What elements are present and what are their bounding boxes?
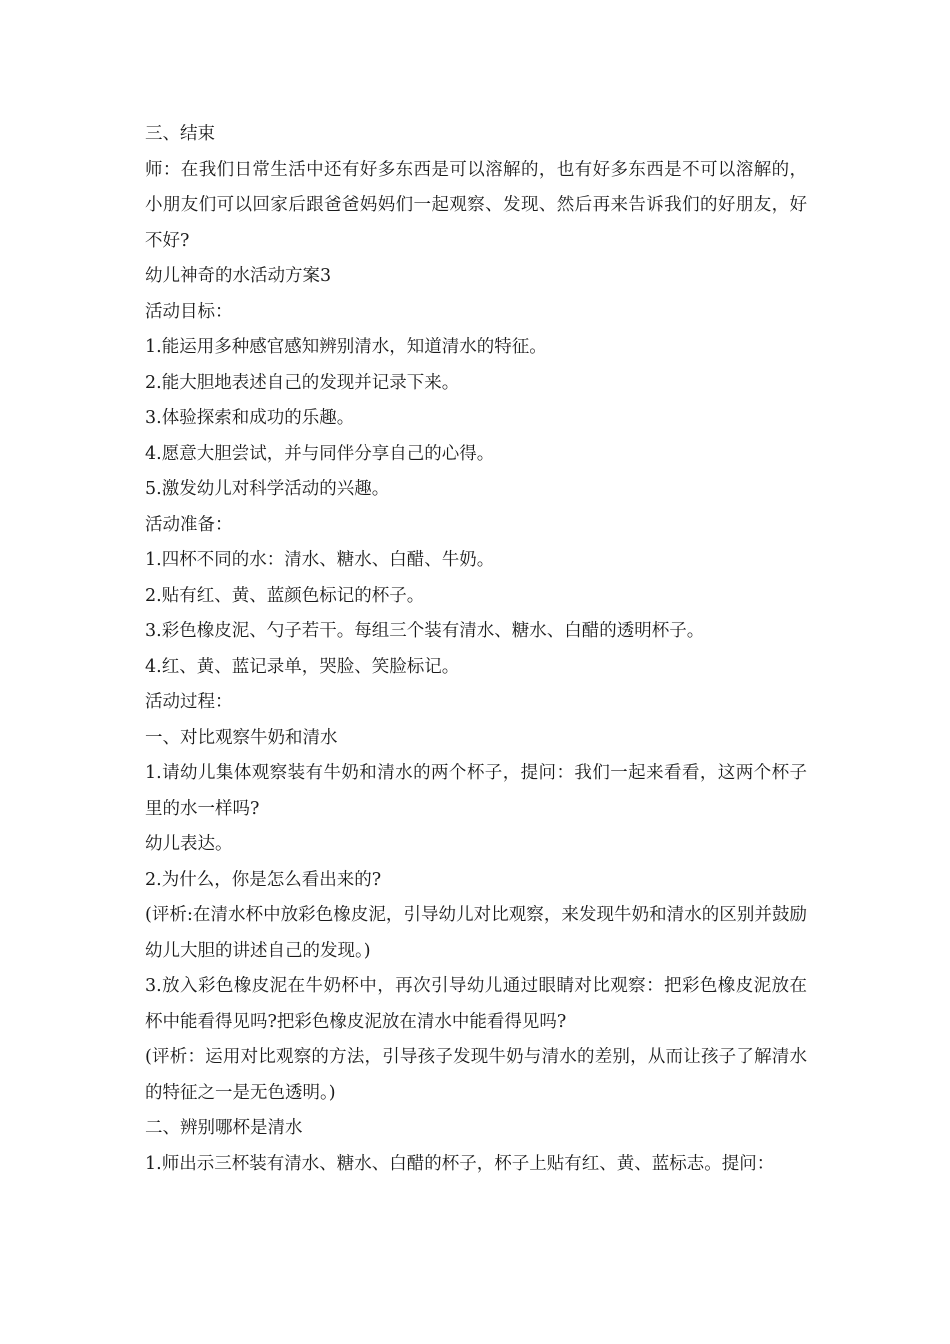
goal-item-2: 2.能大胆地表述自己的发现并记录下来。	[145, 372, 460, 393]
preparation-item-4: 4.红、黄、蓝记录单，哭脸、笑脸标记。	[145, 656, 460, 677]
process-step-1-item-1: 1.请幼儿集体观察装有牛奶和清水的两个杯子，提问：我们一起来看看，这两个杯子里的水一样吗?	[145, 763, 807, 819]
goal-item-4: 4.愿意大胆尝试，并与同伴分享自己的心得。	[145, 443, 495, 464]
process-step-1-item-2: 2.为什么，你是怎么看出来的?	[145, 869, 382, 890]
section-heading-end: 三、结束	[145, 124, 215, 144]
process-step-1-item-3: 3.放入彩色橡皮泥在牛奶杯中，再次引导幼儿通过眼睛对比观察：把彩色橡皮泥放在杯中能看得见吗?把彩色橡皮泥放在清水中能看得见吗?	[145, 976, 807, 1032]
process-step-2-item-1: 1.师出示三杯装有清水、糖水、白醋的杯子，杯子上贴有红、黄、蓝标志。提问：	[145, 1153, 775, 1174]
preparation-item-3: 3.彩色橡皮泥、勺子若干。每组三个装有清水、糖水、白醋的透明杯子。	[145, 621, 705, 641]
document-body	[145, 117, 807, 1182]
preparation-item-2: 2.贴有红、黄、蓝颜色标记的杯子。	[145, 585, 425, 606]
goal-item-5: 5.激发幼儿对科学活动的兴趣。	[145, 479, 390, 499]
process-step-1-heading: 一、对比观察牛奶和清水	[145, 727, 338, 748]
process-step-1-comment-2: (评析：运用对比观察的方法，引导孩子发现牛奶与清水的差别，从而让孩子了解清水的特征之一是无色透明。)	[145, 1047, 807, 1103]
process-step-2-heading: 二、辨别哪杯是清水	[145, 1118, 303, 1138]
goal-item-3: 3.体验探索和成功的乐趣。	[145, 408, 355, 428]
goals-heading: 活动目标：	[145, 301, 233, 322]
process-heading: 活动过程：	[145, 692, 233, 712]
plan-title: 幼儿神奇的水活动方案3	[145, 266, 332, 286]
preparation-heading: 活动准备：	[145, 514, 233, 535]
preparation-item-1: 1.四杯不同的水：清水、糖水、白醋、牛奶。	[145, 550, 495, 570]
goal-item-1: 1.能运用多种感官感知辨别清水，知道清水的特征。	[145, 337, 547, 357]
process-step-1-child-response: 幼儿表达。	[145, 834, 233, 854]
process-step-1-comment-1: (评析:在清水杯中放彩色橡皮泥，引导幼儿对比观察，来发现牛奶和清水的区别并鼓励幼儿大胆的讲述自己的发现。)	[145, 905, 807, 961]
teacher-closing-remark: 师：在我们日常生活中还有好多东西是可以溶解的，也有好多东西是不可以溶解的，小朋友们可以回家后跟爸爸妈妈们一起观察、发现、然后再来告诉我们的好朋友，好不好?	[145, 159, 807, 251]
